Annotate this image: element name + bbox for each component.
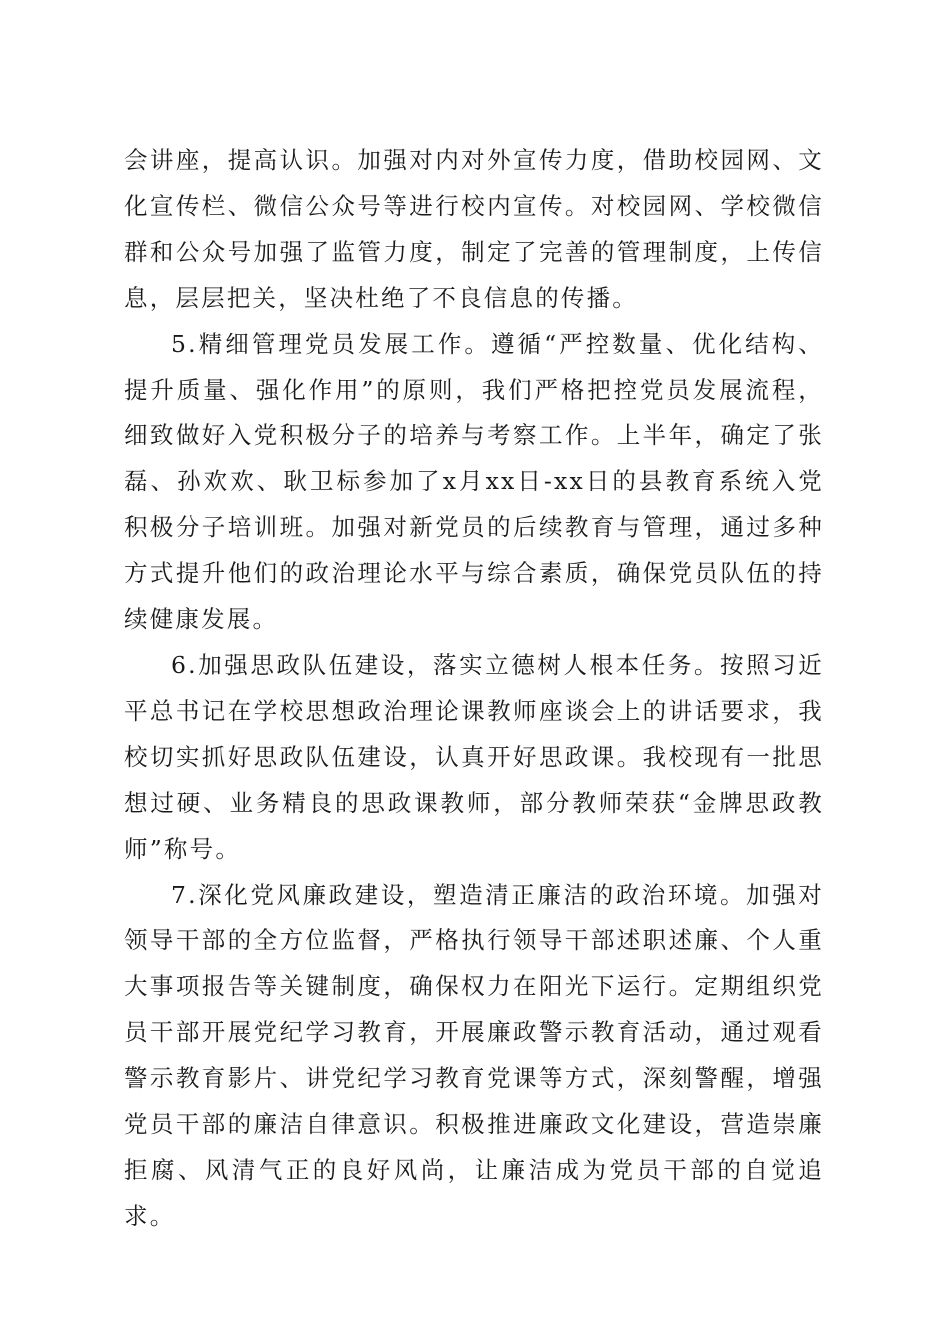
- paragraph-continuation: 会讲座，提高认识。加强对内对外宣传力度，借助校园网、文化宣传栏、微信公众号等进行校内宣传。对校园网、学校微信群和公众号加强了监管力度，制定了完善的管理制度，上传信息，层层把关，坚决杜绝了不良信息的传播。: [124, 146, 824, 312]
- paragraph-item-6: 6.加强思政队伍建设，落实立德树人根本任务。按照习近平总书记在学校思想政治理论课教师座谈会上的讲话要求，我校切实抓好思政队伍建设，认真开好思政课。我校现有一批思想过硬、业务精良的思政课教师，部分教师荣获“金牌思政教师”称号。: [124, 650, 824, 863]
- paragraph-item-5: 5.精细管理党员发展工作。遵循“严控数量、优化结构、提升质量、强化作用”的原则，我们严格把控党员发展流程，细致做好入党积极分子的培养与考察工作。上半年，确定了张磊、孙欢欢、耿卫标参加了x月xx日-xx日的县教育系统入党积极分子培训班。加强对新党员的后续教育与管理，通过多种方式提升他们的政治理论水平与综合素质，确保党员队伍的持续健康发展。: [124, 329, 824, 634]
- paragraph-item-7: 7.深化党风廉政建设，塑造清正廉洁的政治环境。加强对领导干部的全方位监督，严格执行领导干部述职述廉、个人重大事项报告等关键制度，确保权力在阳光下运行。定期组织党员干部开展党纪学习教育，开展廉政警示教育活动，通过观看警示教育影片、讲党纪学习教育党课等方式，深刻警醒，增强党员干部的廉洁自律意识。积极推进廉政文化建设，营造崇廉拒腐、风清气正的良好风尚，让廉洁成为党员干部的自觉追求。: [124, 880, 824, 1230]
- document-body: [124, 138, 824, 1240]
